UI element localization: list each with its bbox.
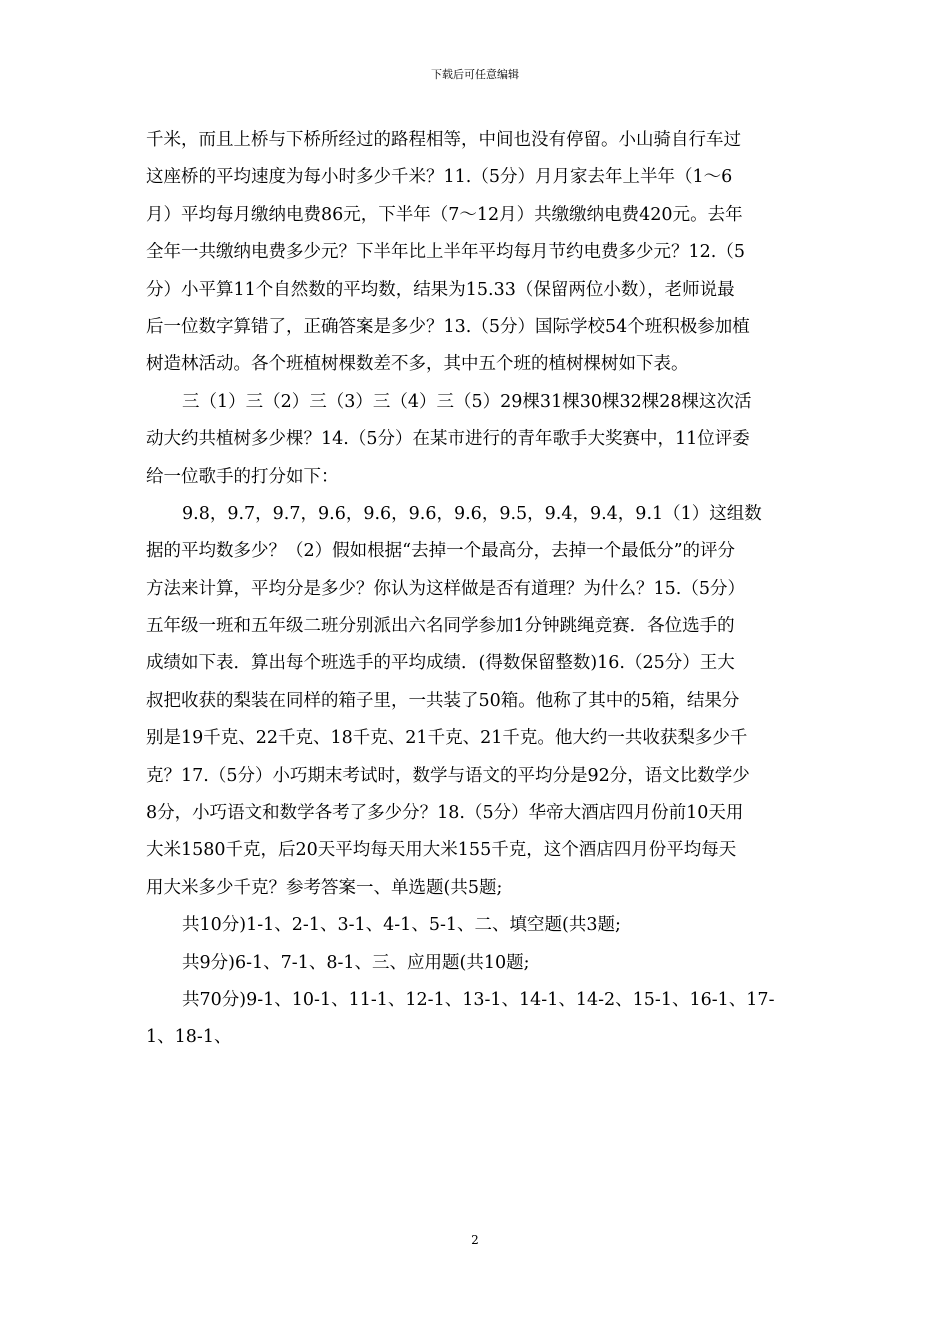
text-line: 共10分)1-1、2-1、3-1、4-1、5-1、二、填空题(共3题;: [182, 915, 621, 936]
page-number: 2: [471, 1233, 479, 1247]
text-line: 五年级一班和五年级二班分别派出六名同学参加1分钟跳绳竞赛．各位选手的: [146, 616, 735, 637]
text-line: 成绩如下表．算出每个班选手的平均成绩．(得数保留整数)16.（25分）王大: [146, 653, 735, 674]
text-line: 方法来计算，平均分是多少？你认为这样做是否有道理？为什么？15.（5分）: [146, 578, 745, 599]
text-line: 动大约共植树多少棵？14.（5分）在某市进行的青年歌手大奖赛中，11位评委: [146, 429, 750, 450]
text-line: 千米，而且上桥与下桥所经过的路程相等，中间也没有停留。小山骑自行车过: [146, 130, 741, 150]
text-line: 树造林活动。各个班植树棵数差不多，其中五个班的植树棵树如下表。: [146, 354, 689, 375]
page-header: 下载后可任意编辑: [431, 68, 519, 81]
text-line: 共70分)9-1、10-1、11-1、12-1、13-1、14-1、14-2、15-1、16-1、17-: [182, 989, 775, 1010]
text-line: 克？17.（5分）小巧期末考试时，数学与语文的平均分是92分，语文比数学少: [146, 765, 750, 786]
text-line: 8分，小巧语文和数学各考了多少分？18.（5分）华帝大酒店四月份前10天用: [146, 803, 744, 824]
text-line: 叔把收获的梨装在同样的箱子里，一共装了50箱。他称了其中的5箱，结果分: [146, 690, 740, 711]
text-line: 分）小平算11个自然数的平均数，结果为15.33（保留两位小数），老师说最: [146, 279, 735, 300]
text-line: 用大米多少千克？参考答案一、单选题(共5题;: [146, 877, 503, 898]
text-line: 1、18-1、: [146, 1027, 232, 1048]
text-line: 后一位数字算错了，正确答案是多少？13.（5分）国际学校54个班积极参加植: [146, 316, 750, 337]
text-line: 三（1）三（2）三（3）三（4）三（5）29棵31棵30棵32棵28棵这次活: [182, 391, 752, 412]
text-line: 月）平均每月缴纳电费86元，下半年（7～12月）共缴缴纳电费420元。去年: [146, 204, 743, 225]
text-line: 据的平均数多少？（2）假如根据“去掉一个最高分，去掉一个最低分”的评分: [146, 541, 736, 562]
text-line: 这座桥的平均速度为每小时多少千米？11.（5分）月月家去年上半年（1～6: [146, 167, 733, 188]
text-line: 大米1580千克，后20天平均每天用大米155千克，这个酒店四月份平均每天: [146, 840, 737, 861]
text-line: 全年一共缴纳电费多少元？下半年比上半年平均每月节约电费多少元？12.（5: [146, 242, 745, 263]
text-line: 共9分)6-1、7-1、8-1、三、应用题(共10题;: [182, 952, 530, 973]
text-line: 别是19千克、22千克、18千克、21千克、21千克。他大约一共收获梨多少千: [146, 728, 748, 749]
text-line: 给一位歌手的打分如下：: [146, 466, 339, 487]
text-line: 9.8，9.7，9.7，9.6，9.6，9.6，9.6，9.5，9.4，9.4，9.1（1）这组数: [182, 503, 762, 524]
document-body: [146, 122, 806, 1057]
